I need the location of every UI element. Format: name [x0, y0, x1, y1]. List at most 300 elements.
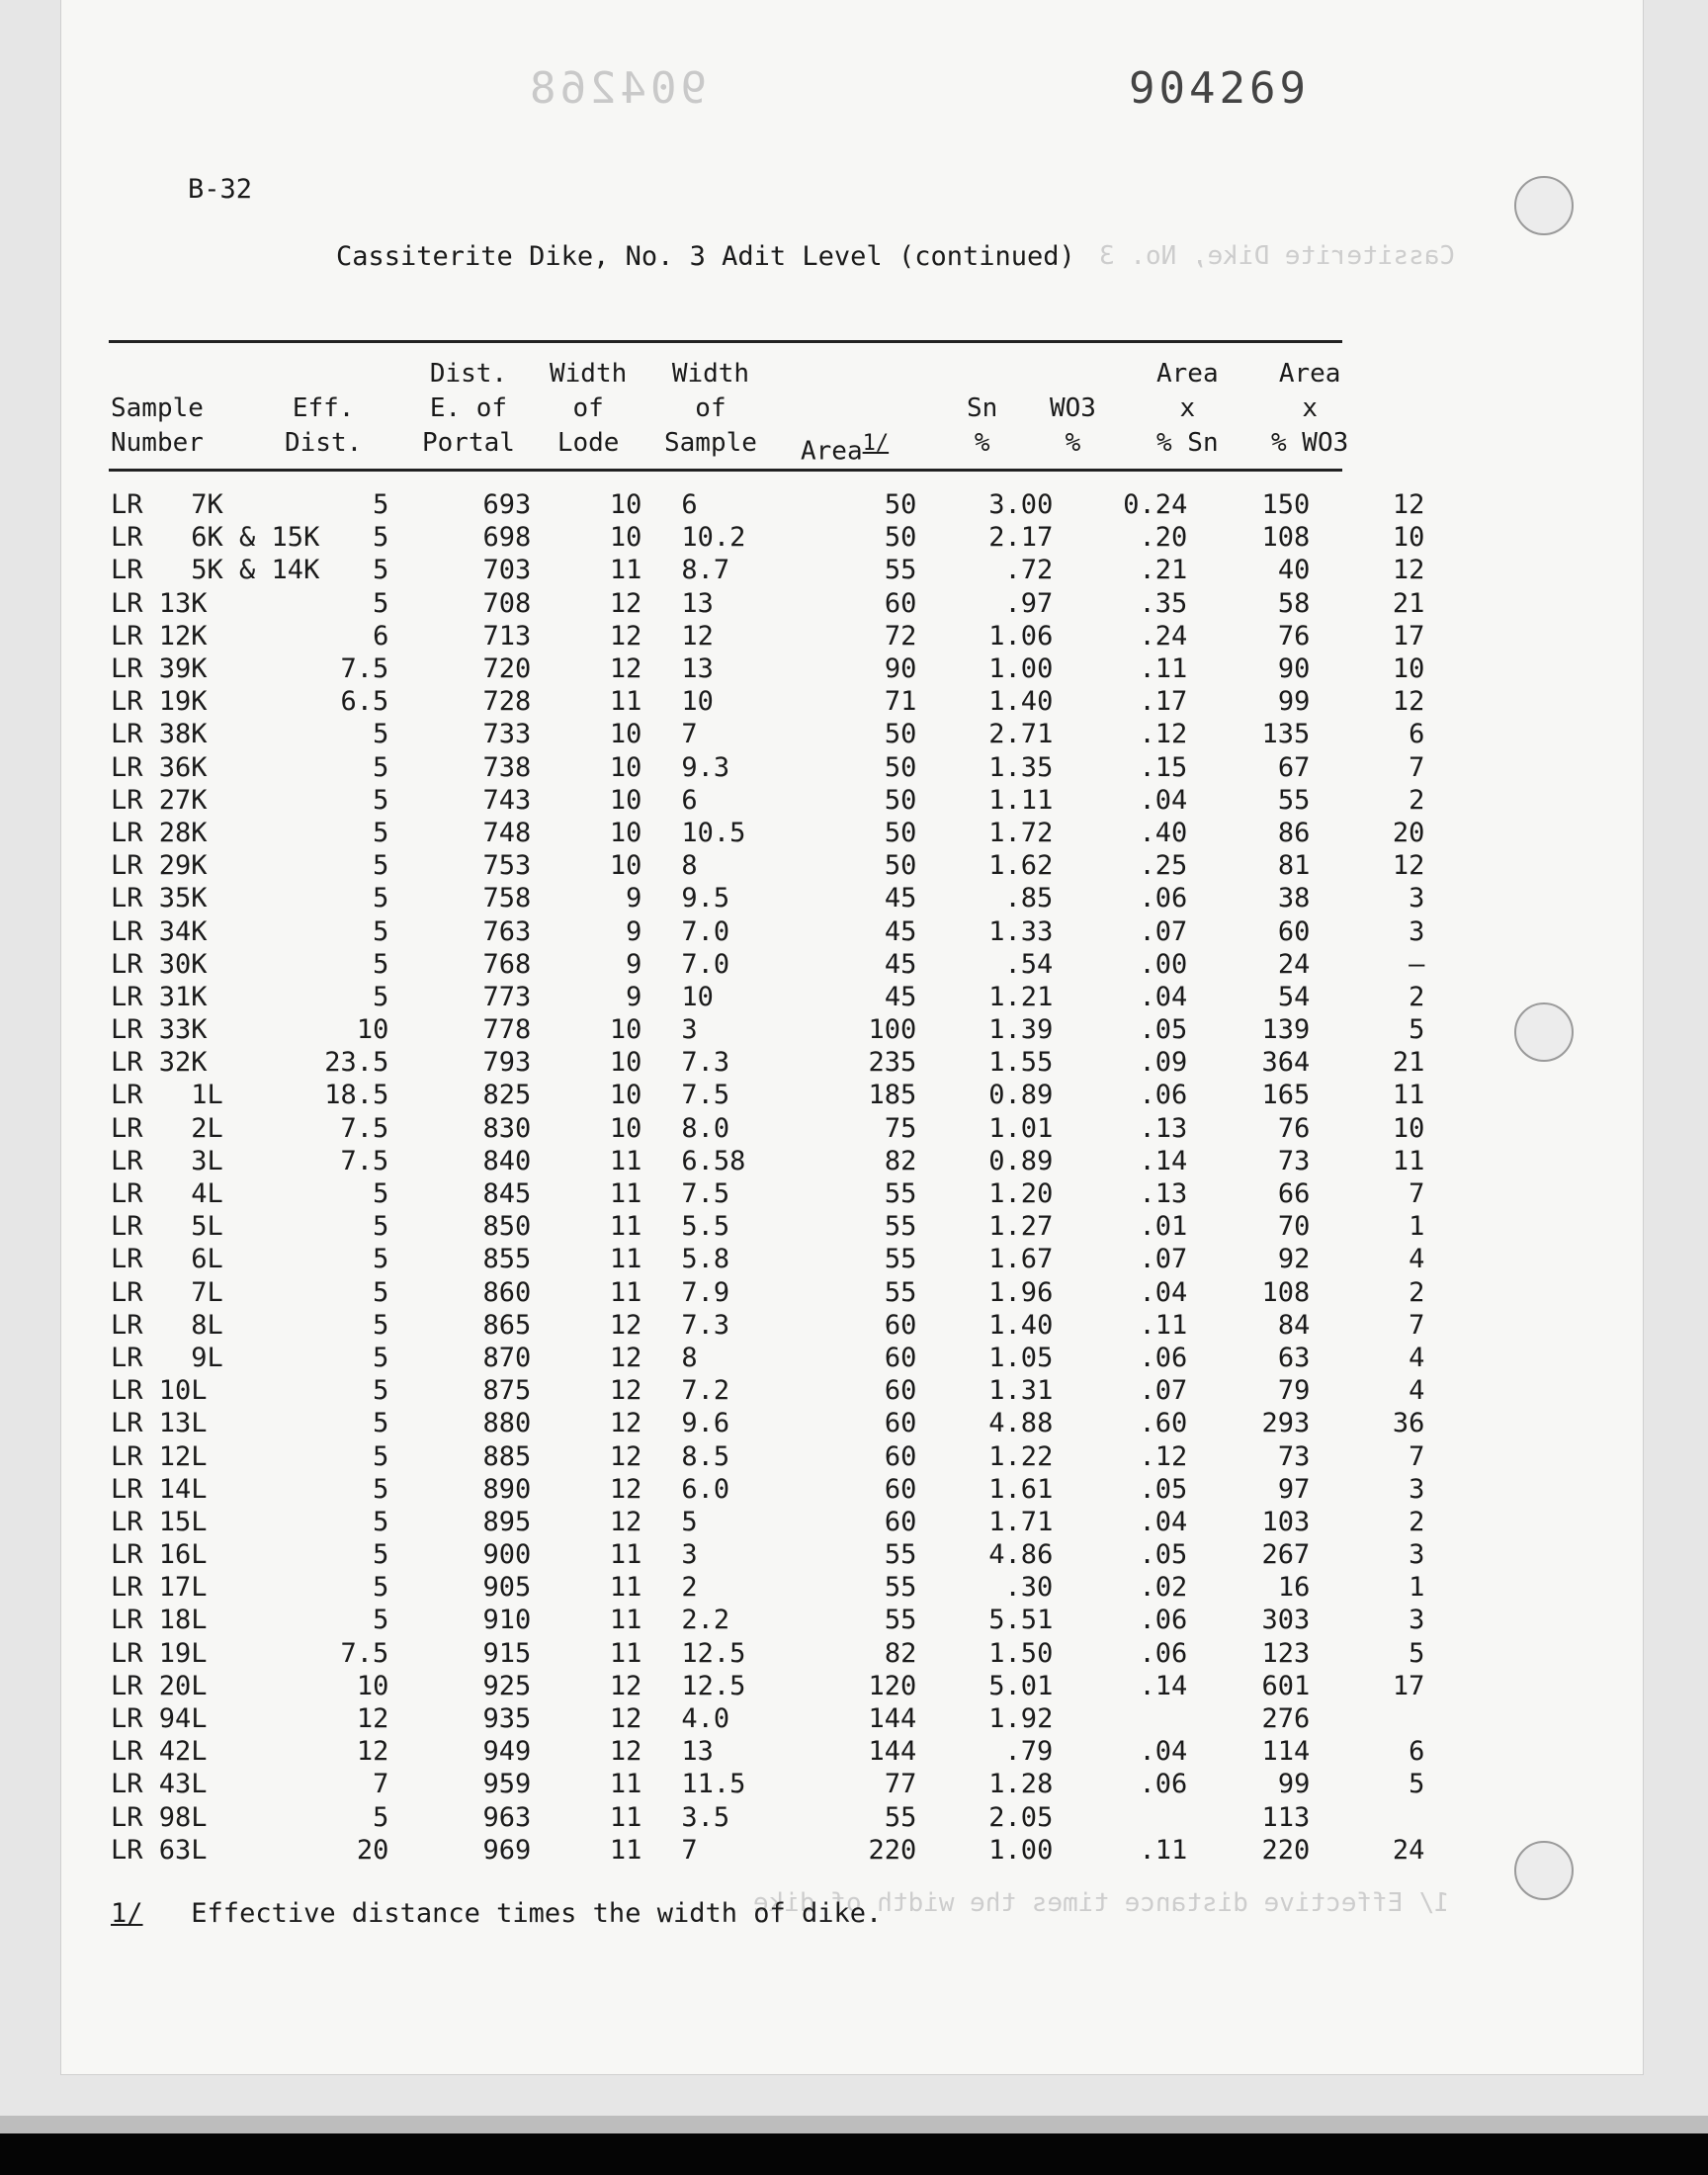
wo3-pct-cell: .21: [1139, 555, 1188, 586]
area-x-sn-cell: 99: [1277, 686, 1311, 718]
area-cell: 60: [884, 1408, 917, 1439]
table-row: [111, 1506, 1424, 1538]
eff-dist-cell: 5: [373, 1309, 389, 1341]
area-cell: 55: [884, 1211, 917, 1243]
sn-pct-cell: 1.50: [988, 1637, 1054, 1669]
wo3-pct-cell: .40: [1139, 817, 1188, 848]
eff-dist-cell: 5: [373, 1408, 389, 1439]
area-x-wo3-cell: 11: [1392, 1080, 1425, 1111]
area-x-wo3-cell: 7: [1409, 1440, 1425, 1472]
area-x-sn-cell: 76: [1277, 620, 1311, 652]
sample-number-cell: LR 27K: [111, 784, 208, 816]
area-cell: 60: [884, 1473, 917, 1505]
sample-number-cell: LR 12K: [111, 620, 208, 652]
sample-number-cell: LR 2L: [111, 1112, 223, 1144]
width-sample-cell: 10: [681, 981, 714, 1012]
width-lode-cell: 11: [609, 1605, 642, 1636]
sample-number-cell: LR 4L: [111, 1178, 223, 1210]
sn-pct-cell: 1.31: [988, 1375, 1054, 1407]
dist-portal-cell: 743: [482, 784, 532, 816]
width-sample-cell: 7.0: [681, 915, 730, 947]
sample-number-cell: LR 28K: [111, 817, 208, 848]
assay-table-body: [111, 488, 1424, 1867]
sn-pct-cell: 1.40: [988, 686, 1054, 718]
wo3-pct-cell: .00: [1139, 948, 1188, 980]
wo3-pct-cell: .07: [1139, 1375, 1188, 1407]
wo3-pct-cell: .24: [1139, 620, 1188, 652]
area-cell: 144: [868, 1703, 917, 1735]
area-x-sn-cell: 38: [1277, 883, 1311, 914]
width-lode-cell: 11: [609, 686, 642, 718]
dist-portal-cell: 753: [482, 850, 532, 882]
wo3-pct-cell: .35: [1139, 587, 1188, 619]
table-row: [111, 1538, 1424, 1571]
area-x-wo3-cell: 12: [1392, 489, 1425, 521]
dist-portal-cell: 885: [482, 1440, 532, 1472]
width-lode-cell: 11: [609, 1244, 642, 1275]
sample-number-cell: LR 63L: [111, 1834, 208, 1866]
sn-pct-cell: .30: [1004, 1572, 1054, 1604]
area-cell: 82: [884, 1145, 917, 1176]
width-lode-cell: 12: [609, 620, 642, 652]
wo3-pct-cell: .09: [1139, 1047, 1188, 1079]
eff-dist-cell: 5: [373, 1801, 389, 1833]
area-x-sn-cell: 220: [1261, 1834, 1311, 1866]
sn-pct-cell: 2.05: [988, 1801, 1054, 1833]
sn-pct-cell: .97: [1004, 587, 1054, 619]
area-cell: 60: [884, 1375, 917, 1407]
area-x-sn-cell: 108: [1261, 522, 1311, 554]
area-x-sn-cell: 601: [1261, 1670, 1311, 1701]
dist-portal-cell: 925: [482, 1670, 532, 1701]
table-row: [111, 1801, 1424, 1834]
table-row: [111, 914, 1424, 947]
area-x-sn-cell: 108: [1261, 1276, 1311, 1308]
eff-dist-cell: 5: [373, 1244, 389, 1275]
eff-dist-cell: 5: [373, 915, 389, 947]
sample-number-cell: LR 7K: [111, 489, 223, 521]
table-row: [111, 784, 1424, 817]
sample-number-cell: LR 38K: [111, 719, 208, 750]
width-lode-cell: 12: [609, 1342, 642, 1373]
sn-pct-cell: 1.40: [988, 1309, 1054, 1341]
sample-number-cell: LR 7L: [111, 1276, 223, 1308]
width-sample-cell: 2: [681, 1572, 698, 1604]
sample-number-cell: LR 18L: [111, 1605, 208, 1636]
table-row: [111, 620, 1424, 652]
sn-pct-cell: 1.72: [988, 817, 1054, 848]
area-x-sn-cell: 267: [1261, 1539, 1311, 1571]
width-sample-cell: 7: [681, 719, 698, 750]
dist-portal-cell: 773: [482, 981, 532, 1012]
width-sample-cell: 7: [681, 1834, 698, 1866]
eff-dist-cell: 20: [356, 1834, 389, 1866]
wo3-pct-cell: .11: [1139, 1834, 1188, 1866]
sample-number-cell: LR 6L: [111, 1244, 223, 1275]
dist-portal-cell: 768: [482, 948, 532, 980]
area-x-wo3-cell: 3: [1409, 1539, 1425, 1571]
area-x-wo3-cell: 7: [1409, 1309, 1425, 1341]
sn-pct-cell: 4.88: [988, 1408, 1054, 1439]
wo3-pct-cell: .20: [1139, 522, 1188, 554]
sn-pct-cell: 1.11: [988, 784, 1054, 816]
sn-pct-cell: 1.71: [988, 1506, 1054, 1537]
sample-number-cell: LR 98L: [111, 1801, 208, 1833]
table-row: [111, 1309, 1424, 1342]
sn-pct-cell: 1.22: [988, 1440, 1054, 1472]
area-x-wo3-cell: 20: [1392, 817, 1425, 848]
header-area: [801, 426, 889, 470]
width-sample-cell: 12.5: [681, 1637, 746, 1669]
ghost-stamp-number: 904268: [526, 63, 707, 114]
area-x-wo3-cell: [1310, 1801, 1424, 1834]
area-x-sn-cell: 150: [1261, 489, 1311, 521]
width-sample-cell: 7.3: [681, 1047, 730, 1079]
area-x-sn-cell: 139: [1261, 1014, 1311, 1046]
dist-portal-cell: 959: [482, 1769, 532, 1800]
area-cell: 50: [884, 751, 917, 783]
binder-hole-middle: [1514, 1002, 1574, 1062]
area-x-wo3-cell: 21: [1392, 587, 1425, 619]
area-cell: 220: [868, 1834, 917, 1866]
sample-number-cell: LR 16L: [111, 1539, 208, 1571]
width-lode-cell: 11: [609, 1637, 642, 1669]
width-sample-cell: 9.6: [681, 1408, 730, 1439]
area-x-wo3-cell: 17: [1392, 620, 1425, 652]
area-cell: 50: [884, 784, 917, 816]
area-x-wo3-cell: 4: [1409, 1244, 1425, 1275]
wo3-pct-cell: .04: [1139, 1276, 1188, 1308]
area-x-wo3-cell: 10: [1392, 522, 1425, 554]
width-lode-cell: 10: [609, 1080, 642, 1111]
eff-dist-cell: 5: [373, 883, 389, 914]
area-x-wo3-cell: 7: [1409, 751, 1425, 783]
header-width-sample: Width of Sample: [664, 359, 757, 458]
area-x-wo3-cell: 21: [1392, 1047, 1425, 1079]
area-x-sn-cell: 123: [1261, 1637, 1311, 1669]
eff-dist-cell: 5: [373, 817, 389, 848]
width-lode-cell: 10: [609, 1047, 642, 1079]
sn-pct-cell: 1.00: [988, 653, 1054, 685]
eff-dist-cell: 6.5: [340, 686, 389, 718]
dist-portal-cell: 905: [482, 1572, 532, 1604]
width-lode-cell: 9: [626, 883, 642, 914]
wo3-pct-cell: .04: [1139, 1736, 1188, 1768]
header-area-note: 1/: [862, 431, 890, 456]
table-row: [111, 554, 1424, 586]
sample-number-cell: LR 3L: [111, 1145, 223, 1176]
scanner-edge-bar: [0, 2133, 1708, 2175]
width-sample-cell: 12.5: [681, 1670, 746, 1701]
area-x-sn-cell: 58: [1277, 587, 1311, 619]
table-row: [111, 981, 1424, 1013]
width-sample-cell: 12: [681, 620, 714, 652]
eff-dist-cell: 5: [373, 981, 389, 1012]
width-sample-cell: 7.2: [681, 1375, 730, 1407]
sample-number-cell: LR 32K: [111, 1047, 208, 1079]
area-cell: 50: [884, 850, 917, 882]
width-sample-cell: 8: [681, 1342, 698, 1373]
table-row: [111, 1243, 1424, 1275]
area-cell: 77: [884, 1769, 917, 1800]
table-row: [111, 1079, 1424, 1111]
wo3-pct-cell: .06: [1139, 883, 1188, 914]
dist-portal-cell: 855: [482, 1244, 532, 1275]
header-area-sn: Area x % Sn: [1156, 359, 1219, 458]
eff-dist-cell: 5: [373, 1605, 389, 1636]
area-x-wo3-cell: 5: [1409, 1014, 1425, 1046]
area-cell: 60: [884, 587, 917, 619]
wo3-pct-cell: .04: [1139, 784, 1188, 816]
sample-number-cell: LR 34K: [111, 915, 208, 947]
sn-pct-cell: 1.55: [988, 1047, 1054, 1079]
sample-number-cell: LR 15L: [111, 1506, 208, 1537]
area-x-sn-cell: 79: [1277, 1375, 1311, 1407]
sn-pct-cell: 1.20: [988, 1178, 1054, 1210]
eff-dist-cell: 6: [373, 620, 389, 652]
area-x-wo3-cell: 4: [1409, 1375, 1425, 1407]
area-x-wo3-cell: 11: [1392, 1145, 1425, 1176]
table-row: [111, 1702, 1424, 1735]
width-sample-cell: 3: [681, 1539, 698, 1571]
eff-dist-cell: 5: [373, 489, 389, 521]
sn-pct-cell: 4.86: [988, 1539, 1054, 1571]
width-lode-cell: 10: [609, 850, 642, 882]
area-cell: 144: [868, 1736, 917, 1768]
area-x-sn-cell: 92: [1277, 1244, 1311, 1275]
wo3-pct-cell: .06: [1139, 1637, 1188, 1669]
area-cell: 55: [884, 1178, 917, 1210]
sn-pct-cell: 1.33: [988, 915, 1054, 947]
table-row: [111, 1276, 1424, 1309]
dist-portal-cell: 870: [482, 1342, 532, 1373]
wo3-pct-cell: [1053, 1702, 1187, 1735]
area-cell: 50: [884, 817, 917, 848]
sample-number-cell: LR 31K: [111, 981, 208, 1012]
wo3-pct-cell: .12: [1139, 719, 1188, 750]
wo3-pct-cell: .06: [1139, 1769, 1188, 1800]
width-sample-cell: 7.9: [681, 1276, 730, 1308]
eff-dist-cell: 5: [373, 850, 389, 882]
area-x-sn-cell: 73: [1277, 1145, 1311, 1176]
area-cell: 90: [884, 653, 917, 685]
ghost-bleedthrough-title: Cassiterite Dike, No. 3: [1099, 241, 1456, 271]
area-x-sn-cell: 67: [1277, 751, 1311, 783]
wo3-pct-cell: .05: [1139, 1014, 1188, 1046]
sample-number-cell: LR 12L: [111, 1440, 208, 1472]
dist-portal-cell: 910: [482, 1605, 532, 1636]
wo3-pct-cell: .15: [1139, 751, 1188, 783]
eff-dist-cell: 5: [373, 751, 389, 783]
sample-number-cell: LR 36K: [111, 751, 208, 783]
sample-number-cell: LR 13L: [111, 1408, 208, 1439]
area-cell: 82: [884, 1637, 917, 1669]
eff-dist-cell: 7.5: [340, 653, 389, 685]
width-lode-cell: 11: [609, 1769, 642, 1800]
sample-number-cell: LR 8L: [111, 1309, 223, 1341]
sample-number-cell: LR 20L: [111, 1670, 208, 1701]
wo3-pct-cell: 0.24: [1123, 489, 1188, 521]
width-sample-cell: 6: [681, 489, 698, 521]
area-x-wo3-cell: 10: [1392, 1112, 1425, 1144]
area-x-wo3-cell: [1310, 1702, 1424, 1735]
width-sample-cell: 10.5: [681, 817, 746, 848]
eff-dist-cell: 5: [373, 1539, 389, 1571]
area-x-wo3-cell: 12: [1392, 555, 1425, 586]
sample-number-cell: LR 19L: [111, 1637, 208, 1669]
width-lode-cell: 11: [609, 1834, 642, 1866]
dist-portal-cell: 793: [482, 1047, 532, 1079]
header-sn: Sn %: [967, 393, 998, 458]
eff-dist-cell: 5: [373, 1572, 389, 1604]
footnote-mark: 1/: [111, 1898, 143, 1929]
area-x-wo3-cell: 3: [1409, 1605, 1425, 1636]
wo3-pct-cell: [1053, 1801, 1187, 1834]
area-x-wo3-cell: 5: [1409, 1637, 1425, 1669]
sample-number-cell: LR 9L: [111, 1342, 223, 1373]
wo3-pct-cell: .06: [1139, 1605, 1188, 1636]
table-row: [111, 1604, 1424, 1636]
eff-dist-cell: 12: [356, 1736, 389, 1768]
area-x-sn-cell: 114: [1261, 1736, 1311, 1768]
width-sample-cell: 8.5: [681, 1440, 730, 1472]
table-row: [111, 1374, 1424, 1407]
eff-dist-cell: 12: [356, 1703, 389, 1735]
eff-dist-cell: 5: [373, 719, 389, 750]
width-lode-cell: 11: [609, 1572, 642, 1604]
width-sample-cell: 6.0: [681, 1473, 730, 1505]
table-row: [111, 1735, 1424, 1768]
width-lode-cell: 12: [609, 1506, 642, 1537]
area-x-wo3-cell: 4: [1409, 1342, 1425, 1373]
sn-pct-cell: 1.61: [988, 1473, 1054, 1505]
dist-portal-cell: 748: [482, 817, 532, 848]
sn-pct-cell: 1.01: [988, 1112, 1054, 1144]
table-row: [111, 1342, 1424, 1374]
wo3-pct-cell: .13: [1139, 1178, 1188, 1210]
table-row: [111, 1013, 1424, 1046]
area-cell: 55: [884, 1605, 917, 1636]
area-cell: 45: [884, 883, 917, 914]
binder-hole-bottom: [1514, 1841, 1574, 1900]
area-x-sn-cell: 165: [1261, 1080, 1311, 1111]
width-sample-cell: 8.7: [681, 555, 730, 586]
wo3-pct-cell: .04: [1139, 981, 1188, 1012]
top-rule: [109, 340, 1342, 343]
sn-pct-cell: 2.71: [988, 719, 1054, 750]
sn-pct-cell: 1.06: [988, 620, 1054, 652]
eff-dist-cell: 7.5: [340, 1145, 389, 1176]
width-sample-cell: 10.2: [681, 522, 746, 554]
dist-portal-cell: 890: [482, 1473, 532, 1505]
area-cell: 50: [884, 522, 917, 554]
dist-portal-cell: 728: [482, 686, 532, 718]
area-cell: 55: [884, 1572, 917, 1604]
assay-table: [111, 488, 1424, 1867]
area-x-sn-cell: 364: [1261, 1047, 1311, 1079]
wo3-pct-cell: .04: [1139, 1506, 1188, 1537]
wo3-pct-cell: .12: [1139, 1440, 1188, 1472]
area-cell: 55: [884, 1801, 917, 1833]
eff-dist-cell: 5: [373, 587, 389, 619]
table-row: [111, 1834, 1424, 1867]
width-sample-cell: 13: [681, 587, 714, 619]
table-row: [111, 488, 1424, 521]
width-lode-cell: 9: [626, 948, 642, 980]
area-cell: 55: [884, 555, 917, 586]
sample-number-cell: LR 42L: [111, 1736, 208, 1768]
area-x-sn-cell: 60: [1277, 915, 1311, 947]
width-lode-cell: 10: [609, 751, 642, 783]
area-cell: 55: [884, 1539, 917, 1571]
area-x-wo3-cell: 24: [1392, 1834, 1425, 1866]
table-row: [111, 1768, 1424, 1800]
dist-portal-cell: 880: [482, 1408, 532, 1439]
table-row: [111, 718, 1424, 750]
dist-portal-cell: 915: [482, 1637, 532, 1669]
width-lode-cell: 9: [626, 915, 642, 947]
table-row: [111, 948, 1424, 981]
table-row: [111, 882, 1424, 914]
sn-pct-cell: 1.27: [988, 1211, 1054, 1243]
width-lode-cell: 12: [609, 1440, 642, 1472]
area-x-sn-cell: 81: [1277, 850, 1311, 882]
width-sample-cell: 5: [681, 1506, 698, 1537]
width-lode-cell: 12: [609, 1309, 642, 1341]
area-cell: 45: [884, 948, 917, 980]
area-x-wo3-cell: 6: [1409, 1736, 1425, 1768]
sn-pct-cell: 2.17: [988, 522, 1054, 554]
area-cell: 55: [884, 1276, 917, 1308]
width-lode-cell: 11: [609, 1539, 642, 1571]
sn-pct-cell: .79: [1004, 1736, 1054, 1768]
table-row: [111, 685, 1424, 718]
sample-number-cell: LR 33K: [111, 1014, 208, 1046]
area-x-sn-cell: 24: [1277, 948, 1311, 980]
area-x-wo3-cell: 6: [1409, 719, 1425, 750]
sn-pct-cell: 5.51: [988, 1605, 1054, 1636]
sn-pct-cell: 1.96: [988, 1276, 1054, 1308]
eff-dist-cell: 7.5: [340, 1112, 389, 1144]
dist-portal-cell: 895: [482, 1506, 532, 1537]
dist-portal-cell: 830: [482, 1112, 532, 1144]
dist-portal-cell: 703: [482, 555, 532, 586]
area-cell: 72: [884, 620, 917, 652]
width-sample-cell: 10: [681, 686, 714, 718]
dist-portal-cell: 778: [482, 1014, 532, 1046]
dist-portal-cell: 763: [482, 915, 532, 947]
area-x-sn-cell: 303: [1261, 1605, 1311, 1636]
area-x-sn-cell: 90: [1277, 653, 1311, 685]
area-x-sn-cell: 103: [1261, 1506, 1311, 1537]
footnote-text: Effective distance times the width of dike.: [191, 1898, 883, 1929]
footnote: [111, 1898, 882, 1929]
area-x-sn-cell: 54: [1277, 981, 1311, 1012]
eff-dist-cell: 23.5: [324, 1047, 389, 1079]
table-row: [111, 1637, 1424, 1670]
table-row: [111, 1046, 1424, 1079]
dist-portal-cell: 935: [482, 1703, 532, 1735]
area-x-wo3-cell: 2: [1409, 981, 1425, 1012]
eff-dist-cell: 5: [373, 555, 389, 586]
sample-number-cell: LR 43L: [111, 1769, 208, 1800]
width-sample-cell: 13: [681, 1736, 714, 1768]
sn-pct-cell: 1.67: [988, 1244, 1054, 1275]
wo3-pct-cell: .05: [1139, 1473, 1188, 1505]
table-row: [111, 1571, 1424, 1604]
width-lode-cell: 10: [609, 784, 642, 816]
area-x-sn-cell: 73: [1277, 1440, 1311, 1472]
